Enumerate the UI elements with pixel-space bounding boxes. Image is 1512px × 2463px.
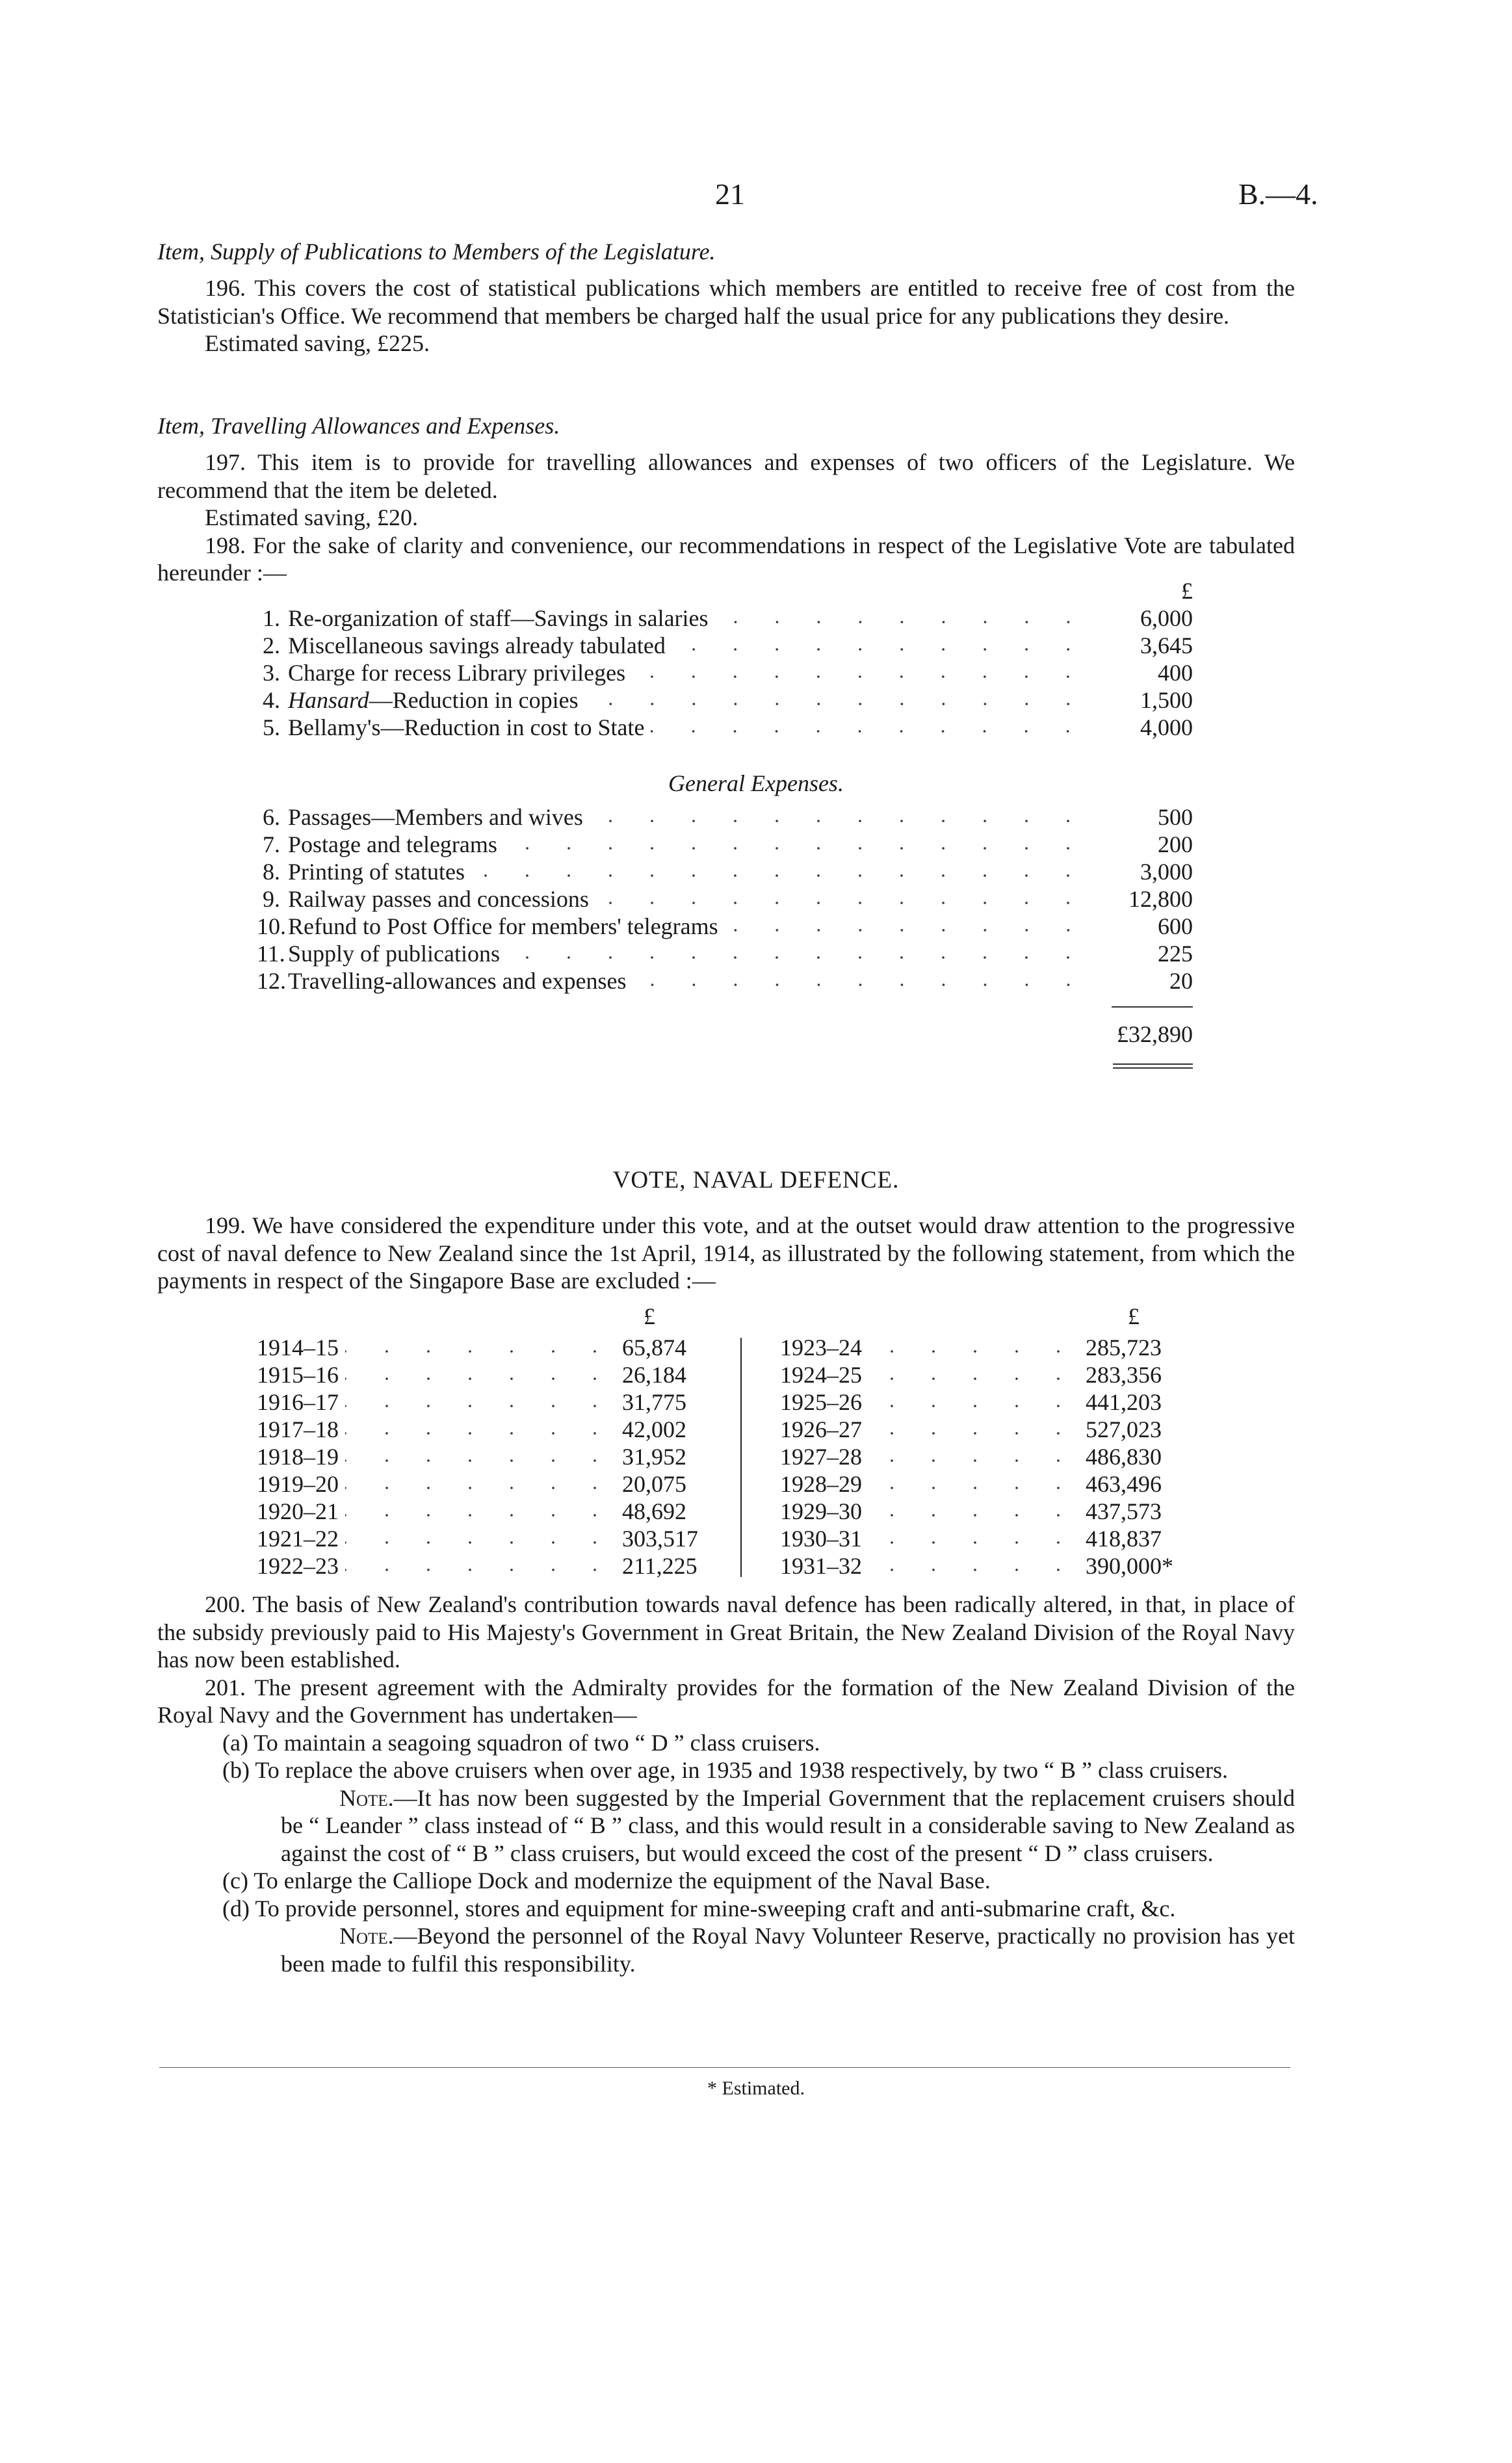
- dot-leader: [868, 1512, 1079, 1518]
- dot-leader: [868, 1485, 1079, 1491]
- item-number: 12.: [257, 968, 286, 994]
- dot-leader: [345, 1348, 616, 1355]
- currency-header: £: [1128, 1303, 1140, 1329]
- year: 1919–20: [257, 1471, 339, 1497]
- table-row: [257, 803, 1193, 831]
- item-label: [288, 803, 583, 831]
- year: 1928–29: [780, 1471, 862, 1497]
- year: 1914–15: [257, 1335, 339, 1361]
- currency-header: £: [644, 1303, 655, 1329]
- table-row: [257, 1443, 705, 1470]
- item-label-text: Printing of statutes: [288, 859, 465, 885]
- item-label: [288, 940, 500, 967]
- naval-agreement: [157, 1591, 1295, 1977]
- item-amount: 400: [1158, 660, 1193, 686]
- table-row: [257, 885, 1193, 913]
- amount: 441,203: [1086, 1389, 1162, 1415]
- dot-leader: [868, 1457, 1079, 1464]
- item-label-text: Railway passes and concessions: [288, 886, 589, 912]
- item-label: [288, 659, 625, 686]
- table-row: [257, 714, 1193, 741]
- item-number: 5.: [263, 714, 280, 740]
- table-row: [257, 605, 1193, 632]
- table-row: [780, 1361, 1196, 1388]
- double-rule-top: [1113, 1063, 1193, 1065]
- dot-leader: [632, 673, 1089, 680]
- amount: 437,573: [1086, 1498, 1162, 1524]
- dot-leader: [345, 1485, 616, 1491]
- year: 1927–28: [780, 1444, 862, 1470]
- dot-leader: [504, 845, 1089, 852]
- amount: 527,023: [1086, 1416, 1162, 1442]
- item-amount: 3,645: [1140, 632, 1193, 658]
- year: 1924–25: [780, 1362, 862, 1388]
- amount: 390,000*: [1086, 1553, 1173, 1579]
- table-row: [257, 913, 1193, 940]
- footnote: * Estimated.: [707, 2078, 805, 2099]
- naval-cost-table: [257, 1334, 1219, 1579]
- legislative-total: £32,890: [1117, 1021, 1193, 1047]
- dot-leader: [590, 818, 1089, 824]
- table-row: [257, 1361, 705, 1388]
- dot-leader: [345, 1512, 616, 1518]
- year: 1930–31: [780, 1526, 862, 1552]
- double-rule-bottom: [1113, 1067, 1193, 1069]
- paragraph-196: 196. This covers the cost of statistical publications which members are entitled to receive free of cost from the Statistician's Office. We recommend that members be charged half the usual price for any publications they desire.: [157, 275, 1295, 329]
- year: 1923–24: [780, 1335, 862, 1361]
- year: 1929–30: [780, 1498, 862, 1524]
- table-row: [780, 1552, 1196, 1580]
- dot-leader: [868, 1430, 1079, 1437]
- estimated-saving: Estimated saving, £225.: [205, 330, 430, 356]
- item-label-text: Bellamy's—Reduction in cost to State: [288, 714, 645, 740]
- paragraph-199: 199. We have considered the expenditure under this vote, and at the outset would draw attention to the progressive cost of naval defence to New Zealand since the 1st April, 1914, as illustrated by the following statement, from which the payments in respect of the Singapore Base are excluded :—: [157, 1212, 1295, 1294]
- dot-leader: [595, 900, 1089, 906]
- item-label-text: Supply of publications: [288, 941, 500, 967]
- footnote-rule: [159, 2067, 1290, 2068]
- section-heading: Item, Travelling Allowances and Expenses.: [157, 413, 560, 439]
- item-number: 1.: [263, 605, 280, 631]
- item-number: 11.: [257, 941, 285, 967]
- item-label: [288, 967, 627, 995]
- amount: 42,002: [622, 1416, 686, 1442]
- year: 1918–19: [257, 1444, 339, 1470]
- general-expenses-heading: General Expenses.: [668, 770, 844, 796]
- dot-leader: [672, 646, 1089, 653]
- dot-leader: [868, 1348, 1079, 1355]
- document-reference: B.—4.: [1238, 177, 1318, 211]
- item-label: [288, 858, 465, 885]
- table-row: [257, 831, 1193, 858]
- item-label-text: Charge for recess Library privileges: [288, 660, 626, 686]
- item-c: (c) To enlarge the Calliope Dock and modernize the equipment of the Naval Base.: [222, 1868, 991, 1894]
- note-label: Note.: [339, 1784, 394, 1811]
- note-label: Note.: [339, 1923, 394, 1949]
- year: 1916–17: [257, 1389, 339, 1415]
- amount: 31,775: [622, 1389, 686, 1415]
- item-amount: 12,800: [1128, 886, 1193, 912]
- year: 1925–26: [780, 1389, 862, 1415]
- dot-leader: [506, 954, 1089, 961]
- item-amount: 200: [1158, 831, 1193, 857]
- item-number: 3.: [263, 660, 280, 686]
- year: 1931–32: [780, 1553, 862, 1579]
- item-label-text: Postage and telegrams: [288, 831, 497, 857]
- dot-leader: [345, 1457, 616, 1464]
- item-a: (a) To maintain a seagoing squadron of two “ D ” class cruisers.: [222, 1729, 820, 1756]
- item-amount: 4,000: [1140, 714, 1193, 740]
- dot-leader: [345, 1403, 616, 1409]
- item-label-text: Re-organization of staff—Savings in salaries: [288, 605, 709, 631]
- table-row: [780, 1470, 1196, 1498]
- dot-leader: [868, 1567, 1079, 1573]
- total-rule: [1112, 1006, 1193, 1008]
- item-label-text: —Reduction in copies: [369, 687, 579, 713]
- item-amount: 3,000: [1140, 859, 1193, 885]
- year: 1926–27: [780, 1416, 862, 1442]
- estimated-saving: Estimated saving, £20.: [205, 504, 418, 530]
- paragraph-200: 200. The basis of New Zealand's contribution towards naval defence has been radically altered, in that, in place of the subsidy previously paid to His Majesty's Government in Great Britain, the New Zealand Division of the Royal Navy has now been established.: [157, 1591, 1295, 1673]
- year: 1922–23: [257, 1553, 339, 1579]
- item-label: [288, 605, 709, 632]
- item-label-text: Travelling-allowances and expenses: [288, 968, 627, 994]
- item-label-text: Refund to Post Office for members' telegrams: [288, 913, 718, 939]
- dot-leader: [345, 1430, 616, 1437]
- table-row: [257, 686, 1193, 714]
- amount: 283,356: [1086, 1362, 1162, 1388]
- table-row: [257, 967, 1193, 995]
- item-number: 4.: [263, 687, 280, 713]
- naval-heading: VOTE, NAVAL DEFENCE.: [612, 1167, 900, 1193]
- amount: 303,517: [622, 1526, 698, 1552]
- table-row: [780, 1443, 1196, 1470]
- table-row: [257, 940, 1193, 967]
- year: 1920–21: [257, 1498, 339, 1524]
- page-number: 21: [715, 177, 745, 211]
- item-amount: 1,500: [1140, 687, 1193, 713]
- item-amount: 225: [1158, 941, 1193, 967]
- note-text: —It has now been suggested by the Imperial Government that the replacement cruisers should be “ Leander ” class instead of “ B ” class, and this would result in a considerable saving to New Zealand as against the cost of “ B ” class cruisers, but would exceed the cost of the present “ D ” class cruisers.: [281, 1784, 1295, 1866]
- dot-leader: [868, 1403, 1079, 1409]
- table-row: [257, 1416, 705, 1443]
- amount: 211,225: [622, 1553, 697, 1579]
- dot-leader: [345, 1375, 616, 1382]
- amount: 31,952: [622, 1444, 686, 1470]
- table-row: [257, 1470, 705, 1498]
- amount: 486,830: [1086, 1444, 1162, 1470]
- dot-leader: [471, 872, 1089, 879]
- section-travelling: [157, 412, 1295, 587]
- amount: 48,692: [622, 1498, 686, 1524]
- table-row: [257, 1388, 705, 1416]
- item-label-text: Passages—Members and wives: [288, 804, 583, 830]
- paragraph-197: 197. This item is to provide for travelling allowances and expenses of two officers of the Legislature. We recommend that the item be deleted.: [157, 449, 1295, 503]
- item-amount: 20: [1169, 968, 1193, 994]
- item-number: 10.: [257, 913, 286, 939]
- amount: 463,496: [1086, 1471, 1162, 1497]
- dot-leader: [715, 619, 1089, 625]
- dot-leader: [651, 728, 1089, 735]
- table-row: [257, 858, 1193, 885]
- amount: 65,874: [622, 1335, 686, 1361]
- table-row: [780, 1388, 1196, 1416]
- item-amount: 6,000: [1140, 605, 1193, 631]
- item-label: [288, 686, 579, 714]
- item-label: [288, 632, 666, 659]
- table-row: [257, 632, 1193, 659]
- item-number: 8.: [263, 859, 280, 885]
- item-label-text: Miscellaneous savings already tabulated: [288, 632, 666, 658]
- amount: 26,184: [622, 1362, 686, 1388]
- column-divider: [740, 1338, 742, 1577]
- item-label: [288, 714, 644, 741]
- item-number: 7.: [263, 831, 280, 857]
- table-row: [780, 1498, 1196, 1525]
- item-label: [288, 831, 497, 858]
- general-expenses-table: [257, 803, 1193, 995]
- item-label-italic: Hansard: [288, 687, 369, 713]
- year: 1921–22: [257, 1526, 339, 1552]
- table-row: [257, 1498, 705, 1525]
- paragraph-198: 198. For the sake of clarity and convenience, our recommendations in respect of the Legislative Vote are tabulated hereunder :—: [157, 532, 1295, 586]
- amount: 20,075: [622, 1471, 686, 1497]
- item-amount: 500: [1158, 804, 1193, 830]
- dot-leader: [585, 701, 1089, 707]
- table-row: [257, 1525, 705, 1552]
- table-row: [257, 1334, 705, 1361]
- section-heading: Item, Supply of Publications to Members of the Legislature.: [157, 239, 716, 265]
- dot-leader: [345, 1567, 616, 1573]
- table-row: [257, 1552, 705, 1580]
- dot-leader: [725, 927, 1089, 933]
- table-row: [780, 1334, 1196, 1361]
- amount: 418,837: [1086, 1526, 1162, 1552]
- section-publications: [157, 238, 1295, 358]
- item-d: (d) To provide personnel, stores and equipment for mine-sweeping craft and anti-submarine craft, &c.: [222, 1895, 1176, 1922]
- paragraph-201: 201. The present agreement with the Admiralty provides for the formation of the New Zealand Division of the Royal Navy and the Government has undertaken—: [157, 1674, 1295, 1728]
- note-d: [157, 1922, 1295, 1977]
- naval-intro: [157, 1212, 1295, 1295]
- item-label: [288, 913, 718, 940]
- item-number: 2.: [263, 632, 280, 658]
- currency-header: £: [1181, 578, 1193, 604]
- legislative-table: [257, 605, 1193, 741]
- item-label: [288, 885, 589, 913]
- note-b: [157, 1784, 1295, 1868]
- table-row: [780, 1525, 1196, 1552]
- item-amount: 600: [1158, 913, 1193, 939]
- item-number: 9.: [263, 886, 280, 912]
- dot-leader: [633, 982, 1089, 988]
- note-text: —Beyond the personnel of the Royal Navy Volunteer Reserve, practically no provision has yet been made to fulfil this responsibility.: [281, 1923, 1295, 1977]
- dot-leader: [868, 1539, 1079, 1546]
- year: 1917–18: [257, 1416, 339, 1442]
- dot-leader: [345, 1539, 616, 1546]
- amount: 285,723: [1086, 1335, 1162, 1361]
- table-row: [257, 659, 1193, 686]
- dot-leader: [868, 1375, 1079, 1382]
- table-row: [780, 1416, 1196, 1443]
- item-number: 6.: [263, 804, 280, 830]
- year: 1915–16: [257, 1362, 339, 1388]
- item-b: (b) To replace the above cruisers when over age, in 1935 and 1938 respectively, by two “ B ” class cruisers.: [222, 1757, 1228, 1783]
